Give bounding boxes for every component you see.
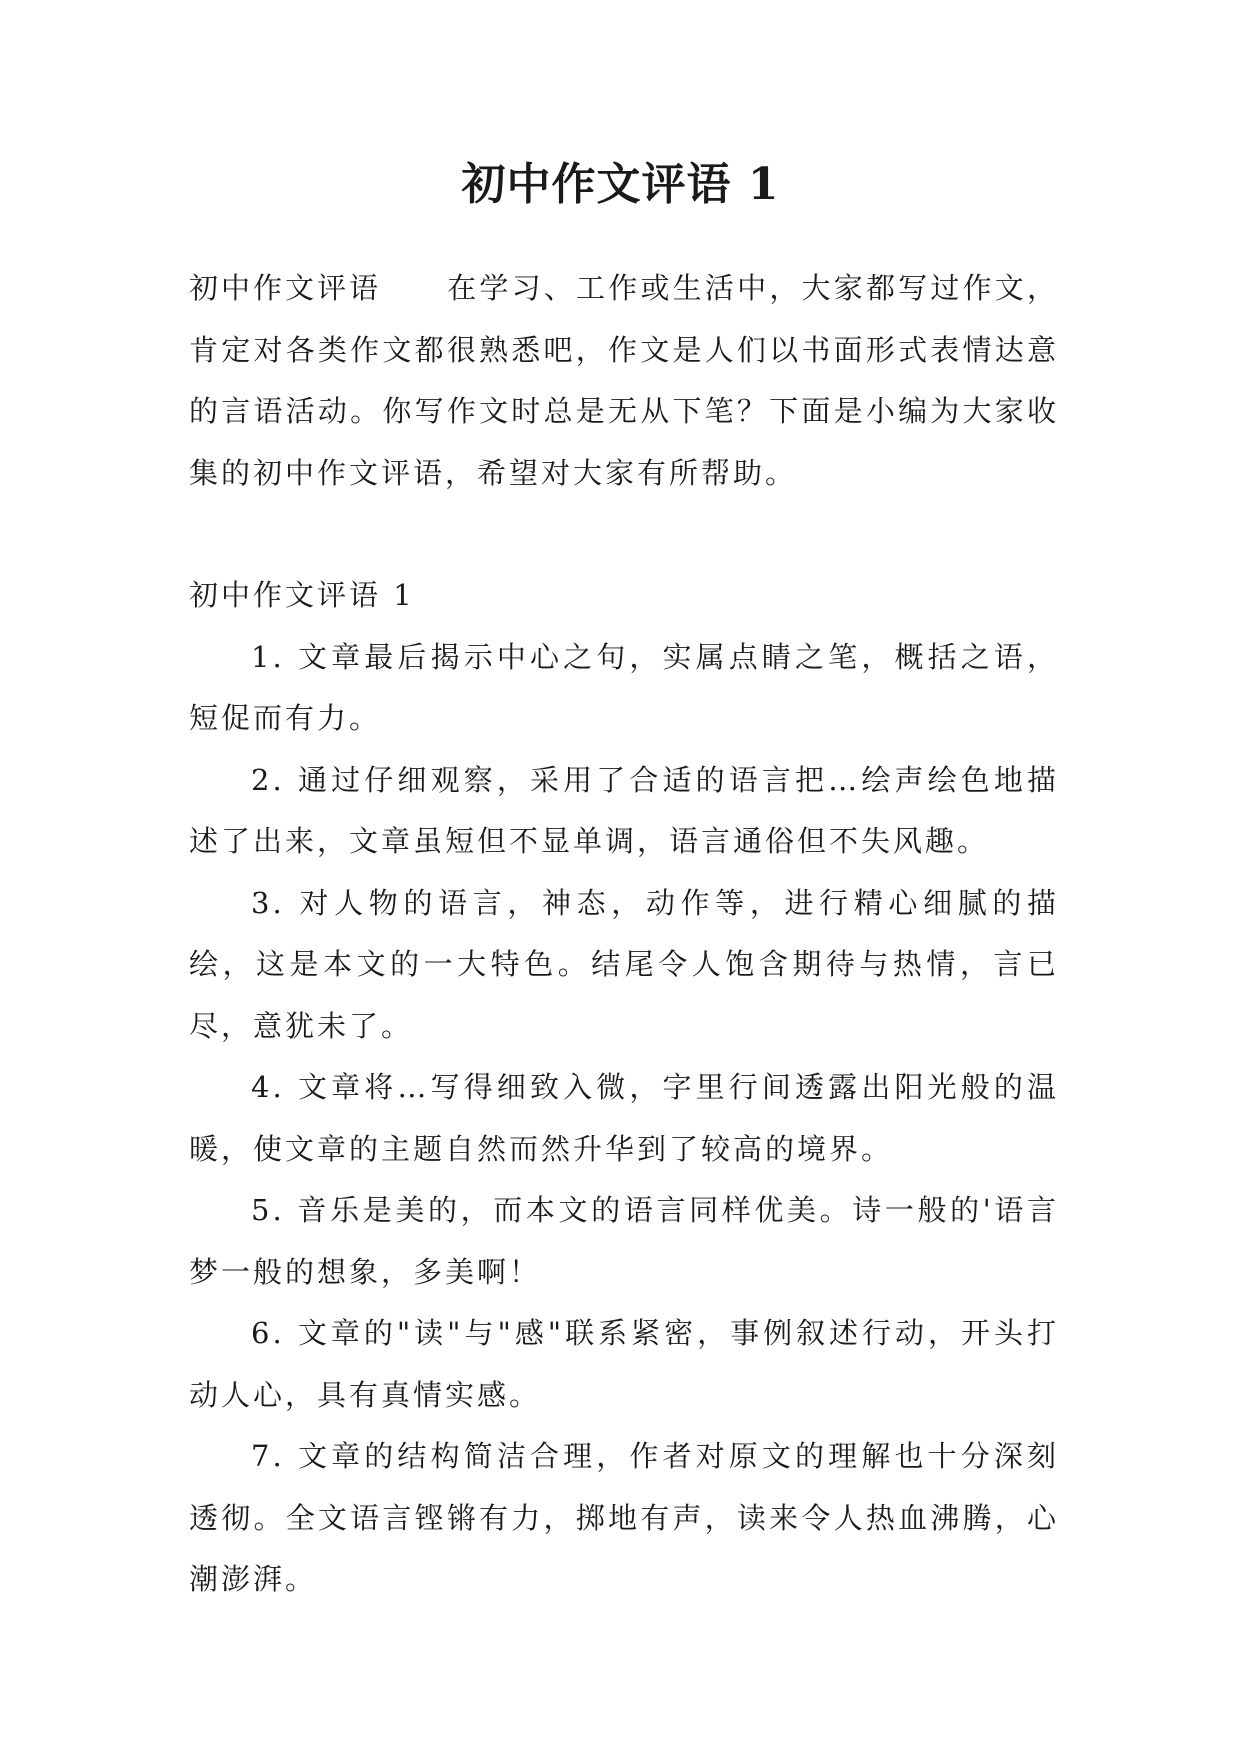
page-title: 初中作文评语 1 (461, 159, 780, 210)
comment-item-6: 6. 文章的"读"与"感"联系紧密，事例叙述行动，开头打动人心，具有真情实感。 (189, 1316, 1059, 1412)
comment-item-3: 3. 对人物的语言，神态，动作等，进行精心细腻的描绘，这是本文的一大特色。结尾令人饱含期待与热情，言已尽，意犹未了。 (189, 885, 1059, 1043)
comment-item-2: 2. 通过仔细观察，采用了合适的语言把…绘声绘色地描述了出来，文章虽短但不显单调，语言通俗但不失风趣。 (189, 762, 1059, 858)
comment-item-1: 1. 文章最后揭示中心之句，实属点睛之笔，概括之语，短促而有力。 (189, 639, 1059, 735)
comment-item-4: 4. 文章将…写得细致入微，字里行间透露出阳光般的温暖，使文章的主题自然而然升华到了较高的境界。 (189, 1070, 1059, 1166)
section-heading: 初中作文评语 1 (189, 578, 415, 612)
document-body (189, 258, 1059, 1611)
intro-paragraph (189, 258, 1059, 504)
intro-label: 初中作文评语 (189, 271, 382, 305)
intro-text: 在学习、工作或生活中，大家都写过作文，肯定对各类作文都很熟悉吧，作文是人们以书面形式表情达意的言语活动。你写作文时总是无从下笔？下面是小编为大家收集的初中作文评语，希望对大家有所帮助。 (189, 271, 1059, 490)
comment-item-5: 5. 音乐是美的，而本文的语言同样优美。诗一般的'语言梦一般的想象，多美啊！ (189, 1193, 1059, 1289)
comment-item-7: 7. 文章的结构简洁合理，作者对原文的理解也十分深刻透彻。全文语言铿锵有力，掷地有声，读来令人热血沸腾，心潮澎湃。 (189, 1439, 1059, 1596)
